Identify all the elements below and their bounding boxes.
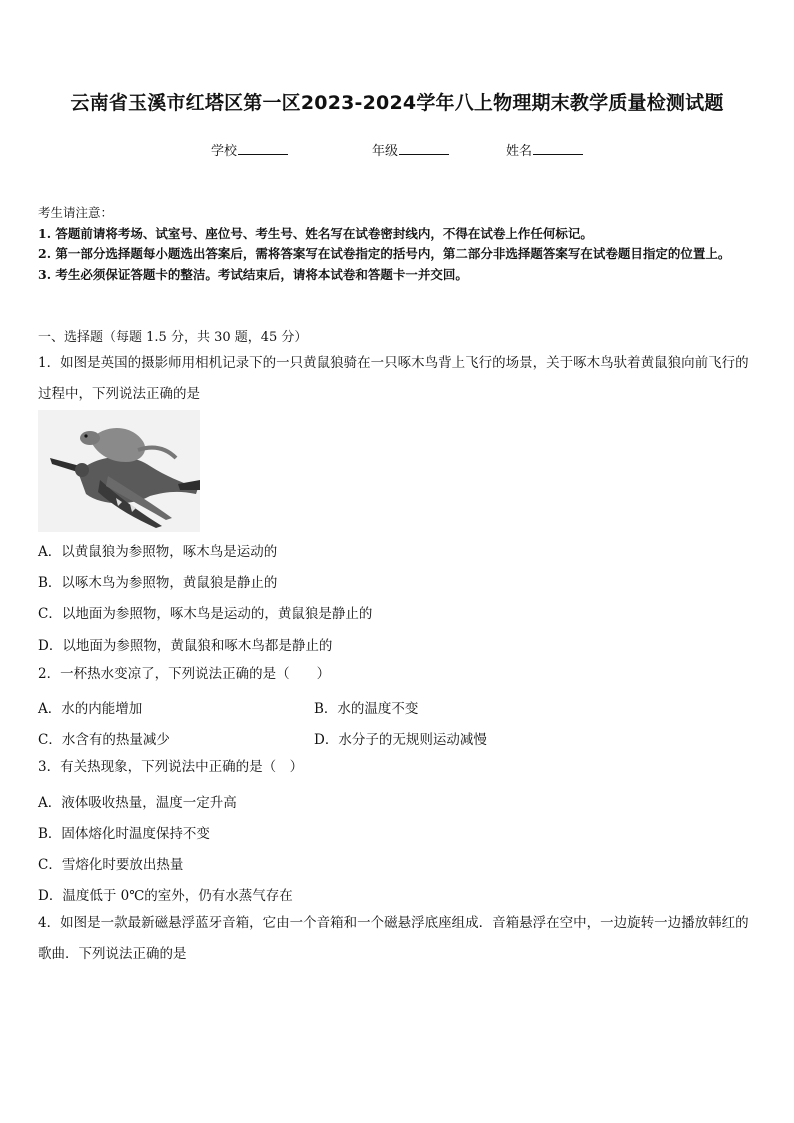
question-4-stem: 4．如图是一款最新磁悬浮蓝牙音箱，它由一个音箱和一个磁悬浮底座组成．音箱悬浮在空中，一边旋转一边播放韩红的歌曲．下列说法正确的是 xyxy=(38,915,749,962)
grade-label: 年级 xyxy=(372,144,399,159)
photo-illustration xyxy=(38,410,200,532)
q2-option-d: D．水分子的无规则运动减慢 xyxy=(314,732,487,748)
notice-item: 1. 答题前请将考场、试室号、座位号、考生号、姓名写在试卷密封线内，不得在试卷上作任何标记。 xyxy=(38,225,593,241)
school-field xyxy=(211,140,288,159)
notice-heading: 考生请注意： xyxy=(38,205,114,220)
q3-option-a: A．液体吸收热量，温度一定升高 xyxy=(38,795,237,811)
notice-item: 2. 第一部分选择题每小题选出答案后，需将答案写在试卷指定的括号内，第二部分非选择题答案写在试卷题目指定的位置上。 xyxy=(38,246,731,261)
name-label: 姓名 xyxy=(506,144,533,159)
q2-option-b: B．水的温度不变 xyxy=(314,701,419,717)
grade-blank xyxy=(399,142,449,155)
q3-option-b: B．固体熔化时温度保持不变 xyxy=(38,826,210,842)
school-blank xyxy=(238,142,288,155)
student-info-fields xyxy=(0,140,794,160)
q2-option-c: C．水含有的热量减少 xyxy=(38,732,170,748)
grade-field xyxy=(372,140,449,159)
q3-option-c: C．雪熔化时要放出热量 xyxy=(38,857,184,873)
question-2-stem: 2．一杯热水变凉了，下列说法正确的是（ ） xyxy=(38,666,331,682)
q1-option-d: D．以地面为参照物，黄鼠狼和啄木鸟都是静止的 xyxy=(38,638,333,654)
notice-item: 3. 考生必须保证答题卡的整洁。考试结束后，请将本试卷和答题卡一并交回。 xyxy=(38,266,468,282)
q2-option-a: A．水的内能增加 xyxy=(38,701,143,717)
exam-notice xyxy=(38,203,758,285)
q3-option-d: D．温度低于 0℃的室外，仍有水蒸气存在 xyxy=(38,888,293,904)
q1-option-c: C．以地面为参照物，啄木鸟是运动的，黄鼠狼是静止的 xyxy=(38,606,373,622)
question-3-stem: 3．有关热现象，下列说法中正确的是（ ） xyxy=(38,759,304,775)
page-title: 云南省玉溪市红塔区第一区2023-2024学年八上物理期末教学质量检测试题 xyxy=(70,92,724,114)
section-title: 一、选择题（每题 1.5 分，共 30 题，45 分） xyxy=(38,330,308,345)
question-1-stem: 1．如图是英国的摄影师用相机记录下的一只黄鼠狼骑在一只啄木鸟背上飞行的场景，关于啄木鸟驮着黄鼠狼向前飞行的过程中，下列说法正确的是 xyxy=(38,355,749,402)
name-field xyxy=(506,140,583,159)
q1-option-a: A．以黄鼠狼为参照物，啄木鸟是运动的 xyxy=(38,544,278,560)
school-label: 学校 xyxy=(211,144,238,159)
woodpecker-weasel-photo xyxy=(38,410,200,532)
q1-option-b: B．以啄木鸟为参照物，黄鼠狼是静止的 xyxy=(38,575,278,591)
name-blank xyxy=(533,142,583,155)
